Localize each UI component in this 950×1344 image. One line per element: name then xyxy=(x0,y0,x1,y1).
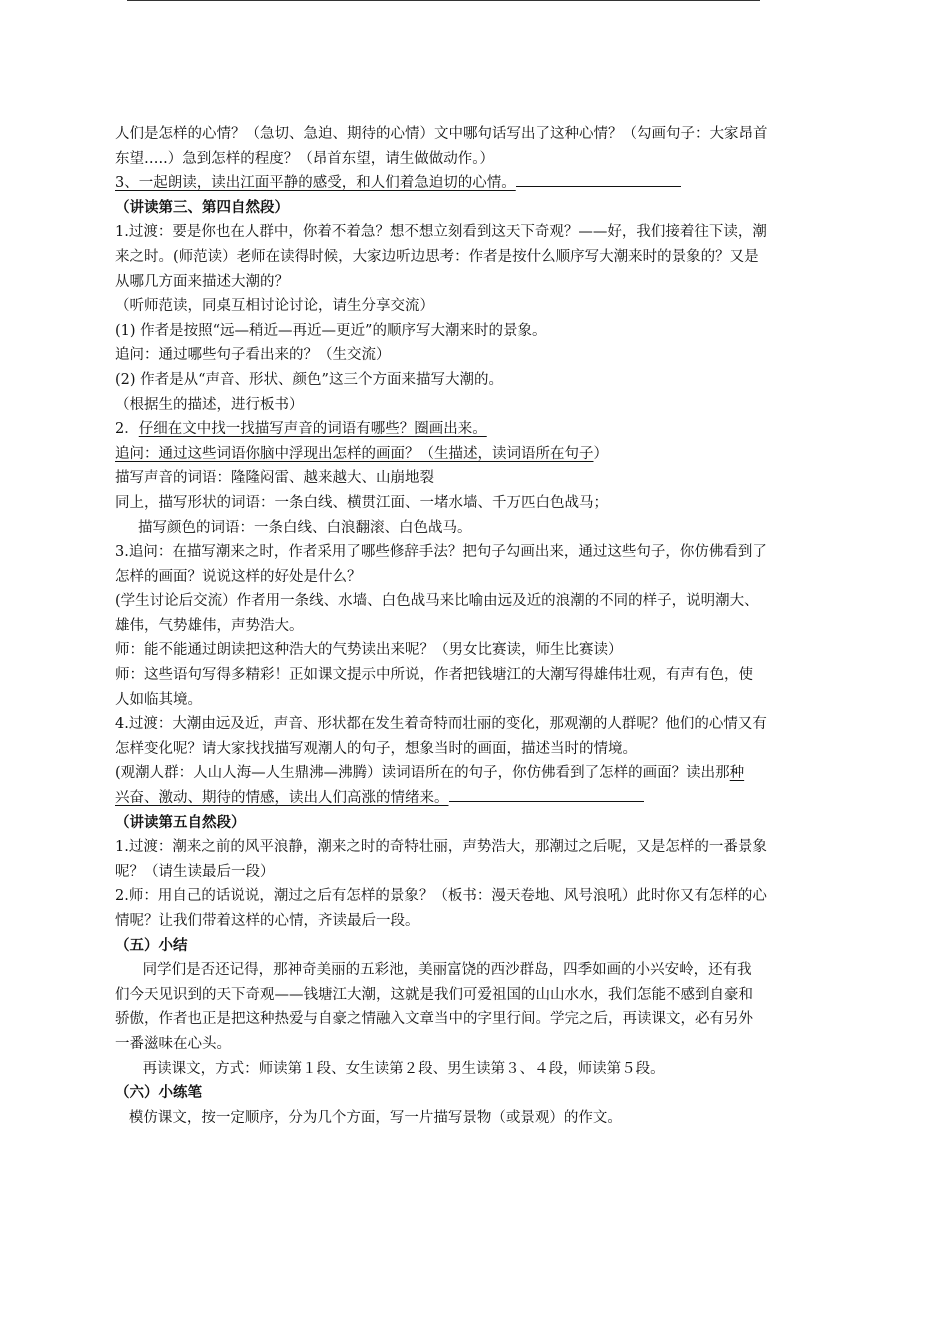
text-line xyxy=(115,737,840,762)
line-text: 东望…..）急到怎样的程度？（昂首东望，请生做做动作。） xyxy=(115,150,494,167)
page-top-rule xyxy=(127,0,760,1)
line-text: 1.过渡：要是你也在人群中，你着不着急？想不想立刻看到这天下奇观？——好，我们接着往下读，潮 xyxy=(115,224,767,241)
line-text: （听师范读，同桌互相讨论讨论，请生分享交流） xyxy=(115,298,434,315)
line-text: (1) 作者是按照“远—稍近—再近—更近”的顺序写大潮来时的景象。 xyxy=(115,322,547,339)
text-line xyxy=(115,294,840,319)
text-line xyxy=(115,884,840,909)
line-text: 人如临其境。 xyxy=(115,691,202,708)
line-text: 骄傲，作者也正是把这种热爱与自豪之情融入文章当中的字里行间。学完之后，再读课文，必有另外 xyxy=(115,1011,753,1028)
text-line xyxy=(115,589,840,614)
line-text: 一番滋味在心头。 xyxy=(115,1035,231,1052)
heading-text: （讲读第五自然段） xyxy=(115,813,246,831)
text-line xyxy=(115,540,840,565)
text-line xyxy=(115,122,840,147)
section-heading xyxy=(115,811,840,836)
blank-underline xyxy=(516,186,681,187)
text-line xyxy=(115,1057,840,1082)
text-line-underlined xyxy=(115,442,840,467)
text-line xyxy=(115,983,840,1008)
text-line xyxy=(115,491,840,516)
line-text: 怎样变化呢？请大家找找描写观潮人的句子，想象当时的画面，描述当时的情境。 xyxy=(115,740,637,757)
heading-text: （六）小练笔 xyxy=(115,1084,202,1102)
line-text: 同上，描写形状的词语：一条白线、横贯江面、一堵水墙、千万匹白色战马； xyxy=(115,494,608,511)
line-text: 1.过渡：潮来之前的风平浪静，潮来之时的奇特壮丽，声势浩大，那潮过之后呢，又是怎样的一番景象 xyxy=(115,839,767,856)
line-text: 描写声音的词语：隆隆闷雷、越来越大、山崩地裂 xyxy=(115,470,434,487)
heading-text: （五）小结 xyxy=(115,936,188,954)
line-text: 描写颜色的词语：一条白线、白浪翻滚、白色战马。 xyxy=(115,519,472,536)
text-line xyxy=(115,860,840,885)
text-line xyxy=(115,909,840,934)
line-text: 雄伟，气势雄伟，声势浩大。 xyxy=(115,617,304,634)
line-text: 们今天见识到的天下奇观——钱塘江大潮，这就是我们可爱祖国的山山水水，我们怎能不感到自豪和 xyxy=(115,986,753,1003)
text-line xyxy=(115,958,840,983)
line-text: (观潮人群：人山人海—人生鼎沸—沸腾）读词语所在的句子，你仿佛看到了怎样的画面？读出那 xyxy=(115,765,730,782)
line-text: (学生讨论后交流）作者用一条线、水墙、白色战马来比喻由远及近的浪潮的不同的样子，说明潮大、 xyxy=(115,593,759,610)
line-text: 模仿课文，按一定顺序，分为几个方面，写一片描写景物（或景观）的作文。 xyxy=(115,1109,622,1126)
line-text: 追问：通过哪些句子看出来的？（生交流） xyxy=(115,347,391,364)
text-line xyxy=(115,343,840,368)
line-text: 3.追问：在描写潮来之时，作者采用了哪些修辞手法？把句子勾画出来，通过这些句子，你仿佛看到了 xyxy=(115,544,767,561)
text-line xyxy=(115,688,840,713)
blank-underline xyxy=(449,801,644,802)
heading-text: （讲读第三、第四自然段） xyxy=(115,198,289,216)
line-text: （根据生的描述，进行板书） xyxy=(115,396,304,413)
underlined-text: 追问：通过这些词语你脑中浮现出怎样的画面？（生描述，读词语所在句子 xyxy=(115,445,594,462)
text-line xyxy=(115,638,840,663)
text-line-underlined xyxy=(115,761,840,786)
line-text: 同学们是否还记得，那神奇美丽的五彩池，美丽富饶的西沙群岛，四季如画的小兴安岭，还有我 xyxy=(115,962,752,979)
underlined-text: 种 xyxy=(729,765,745,782)
text-line xyxy=(115,466,840,491)
text-line-underlined xyxy=(115,417,840,442)
underlined-text: 兴奋、激动、期待的情感，读出人们高涨的情绪来。 xyxy=(115,790,449,807)
text-line xyxy=(115,245,840,270)
text-line xyxy=(115,712,840,737)
line-text: 师：能不能通过朗读把这种浩大的气势读出来呢？（男女比赛读，师生比赛读） xyxy=(115,642,623,659)
text-line xyxy=(115,516,840,541)
line-text: 2． xyxy=(115,421,139,438)
text-line xyxy=(115,270,840,295)
text-line xyxy=(115,835,840,860)
line-text: 4.过渡：大潮由远及近，声音、形状都在发生着奇特而壮丽的变化，那观潮的人群呢？他们的心情又有 xyxy=(115,716,767,733)
section-heading xyxy=(115,196,840,221)
line-text: 再读课文，方式：师读第１段、女生读第２段、男生读第３、４段，师读第５段。 xyxy=(115,1060,665,1077)
text-line xyxy=(115,614,840,639)
text-line-underlined xyxy=(115,171,840,196)
section-heading xyxy=(115,1081,840,1106)
text-line xyxy=(115,220,840,245)
line-text: 3、一起朗读，读出江面平静的感受，和人们着急迫切的心情。 xyxy=(115,175,516,192)
text-line xyxy=(115,368,840,393)
line-text: 呢？（请生读最后一段） xyxy=(115,863,275,880)
document-body xyxy=(115,122,840,1130)
line-text: 情呢？让我们带着这样的心情，齐读最后一段。 xyxy=(115,913,420,929)
text-line xyxy=(115,1007,840,1032)
line-text: 怎样的画面？说说这样的好处是什么？ xyxy=(115,568,362,585)
text-line xyxy=(115,147,840,172)
underlined-text: 仔细在文中找一找描写声音的词语有哪些？圈画出来。 xyxy=(138,421,487,438)
line-text: ） xyxy=(593,445,608,462)
text-line xyxy=(115,1106,840,1131)
text-line xyxy=(115,565,840,590)
line-text: 来之时。(师范读）老师在读得时候，大家边听边思考：作者是按什么顺序写大潮来时的景象的？又是 xyxy=(115,248,759,265)
line-text: (2) 作者是从“声音、形状、颜色”这三个方面来描写大潮的。 xyxy=(115,371,503,388)
text-line xyxy=(115,393,840,418)
section-heading xyxy=(115,934,840,959)
line-text: 从哪几方面来描述大潮的？ xyxy=(115,273,289,290)
text-line xyxy=(115,663,840,688)
text-line xyxy=(115,319,840,344)
text-line-underlined xyxy=(115,786,840,811)
text-line xyxy=(115,1032,840,1057)
line-text: 师：这些语句写得多精彩！正如课文提示中所说，作者把钱塘江的大潮写得雄伟壮观，有声有色，使 xyxy=(115,667,753,684)
line-text: 2.师：用自己的话说说，潮过之后有怎样的景象？（板书：漫天卷地、风号浪吼）此时你又有怎样的心 xyxy=(115,888,767,905)
line-text: 人们是怎样的心情？（急切、急迫、期待的心情）文中哪句话写出了这种心情？（勾画句子：大家昂首 xyxy=(115,126,768,142)
